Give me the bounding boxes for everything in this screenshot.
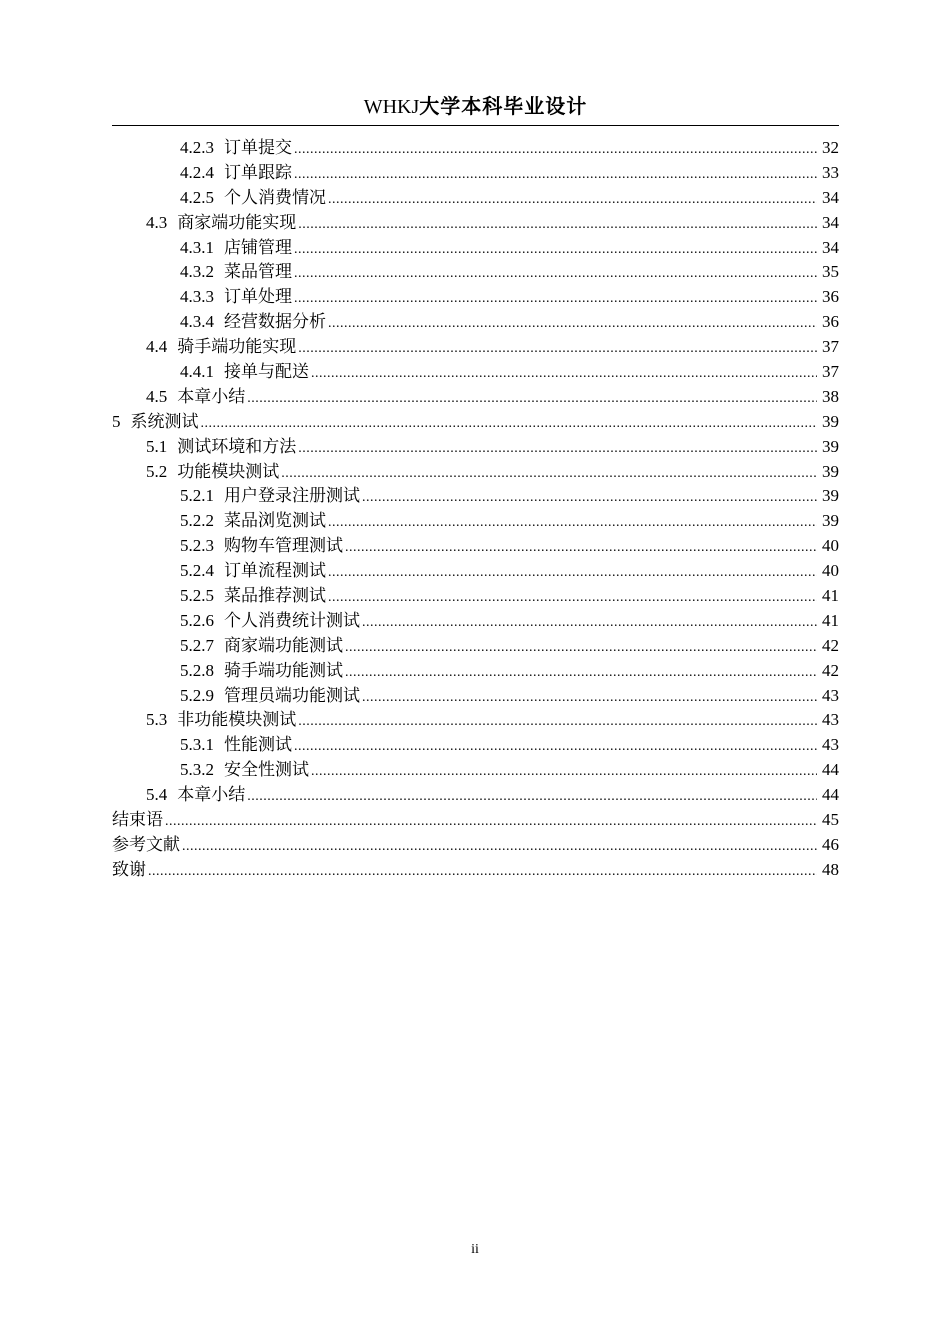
toc-entry[interactable]: [112, 584, 839, 609]
toc-dot-leader: [362, 486, 817, 511]
toc-entry-page: 34: [822, 187, 839, 207]
toc-entry[interactable]: [112, 534, 839, 559]
toc-entry[interactable]: [112, 161, 839, 186]
toc-entry-page: 34: [822, 212, 839, 232]
toc-entry-number: 4.3.4: [180, 312, 214, 332]
toc-entry-page: 39: [822, 486, 839, 506]
toc-dot-leader: [294, 262, 817, 287]
toc-entry[interactable]: [112, 708, 839, 733]
toc-entry-page: 39: [822, 461, 839, 481]
toc-entry-number: 5.2.1: [180, 486, 214, 506]
toc-entry-number: 4.2.5: [180, 187, 214, 207]
toc-entry[interactable]: [112, 310, 839, 335]
toc-entry-number: 5.2.9: [180, 685, 214, 705]
toc-entry[interactable]: [112, 509, 839, 534]
toc-entry-number: 4.5: [146, 386, 168, 406]
toc-entry[interactable]: [112, 684, 839, 709]
toc-dot-leader: [165, 810, 817, 835]
toc-dot-leader: [328, 561, 817, 586]
toc-entry[interactable]: [112, 609, 839, 634]
toc-entry-title: 订单跟踪: [224, 162, 292, 182]
toc-dot-leader: [345, 661, 817, 686]
toc-entry-page: 38: [822, 386, 839, 406]
toc-dot-leader: [328, 312, 817, 337]
toc-entry-page: 43: [822, 710, 839, 730]
toc-dot-leader: [182, 835, 817, 860]
toc-entry[interactable]: [112, 385, 839, 410]
toc-dot-leader: [247, 387, 817, 412]
toc-entry-page: 48: [822, 859, 839, 879]
toc-entry[interactable]: [112, 435, 839, 460]
toc-entry-title: 商家端功能实现: [177, 212, 297, 232]
toc-entry-number: 4.3.2: [180, 262, 214, 282]
toc-entry-title: 店铺管理: [224, 237, 292, 257]
toc-entry-title: 骑手端功能实现: [177, 337, 297, 357]
toc-entry-number: 5.2: [146, 461, 168, 481]
toc-entry-page: 32: [822, 138, 839, 157]
toc-dot-leader: [294, 163, 817, 188]
toc-entry-page: 39: [822, 511, 839, 531]
toc-entry-title: 安全性测试: [224, 760, 309, 780]
toc-dot-leader: [345, 636, 817, 661]
toc-entry-title: 菜品浏览测试: [224, 511, 326, 531]
toc-entry-title: 菜品管理: [224, 262, 292, 282]
toc-entry-number: 4.4.1: [180, 362, 214, 382]
toc-entry[interactable]: [112, 484, 839, 509]
toc-entry-page: 44: [822, 785, 839, 805]
toc-entry-title: 管理员端功能测试: [224, 685, 360, 705]
toc-entry[interactable]: [112, 634, 839, 659]
toc-dot-leader: [298, 213, 817, 238]
toc-entry-title: 非功能模块测试: [177, 710, 297, 730]
toc-entry[interactable]: [112, 285, 839, 310]
toc-entry[interactable]: [112, 783, 839, 808]
toc-entry-title: 功能模块测试: [177, 461, 280, 481]
toc-entry-number: 5.2.7: [180, 635, 214, 655]
toc-entry-page: 43: [822, 735, 839, 755]
toc-entry[interactable]: [112, 335, 839, 360]
toc-entry-title: 购物车管理测试: [224, 536, 343, 556]
toc-dot-leader: [345, 536, 817, 561]
toc-entry-title: 用户登录注册测试: [224, 486, 360, 506]
toc-dot-leader: [298, 710, 817, 735]
toc-entry-title: 骑手端功能测试: [224, 660, 343, 680]
toc-entry-page: 41: [822, 610, 839, 630]
toc-entry-number: 5.3: [146, 710, 168, 730]
toc-dot-leader: [294, 735, 817, 760]
toc-entry-page: 41: [822, 586, 839, 606]
toc-entry-title: 订单流程测试: [224, 561, 326, 581]
toc-dot-leader: [201, 412, 818, 437]
toc-entry-number: 4.2.4: [180, 162, 214, 182]
toc-dot-leader: [281, 462, 817, 487]
toc-entry-title: 菜品推荐测试: [224, 586, 326, 606]
toc-entry-number: 5.4: [146, 785, 168, 805]
table-of-contents: [112, 136, 839, 883]
toc-entry-page: 36: [822, 287, 839, 307]
toc-entry[interactable]: [112, 211, 839, 236]
toc-entry[interactable]: [112, 186, 839, 211]
toc-entry-number: 5: [112, 411, 121, 431]
toc-entry[interactable]: [112, 260, 839, 285]
toc-entry-page: 40: [822, 561, 839, 581]
toc-entry-title: 参考文献: [112, 834, 180, 854]
toc-entry-page: 44: [822, 760, 839, 780]
toc-dot-leader: [311, 760, 817, 785]
toc-entry[interactable]: [112, 559, 839, 584]
toc-entry-title: 结束语: [112, 810, 163, 830]
toc-entry-title: 本章小结: [177, 785, 246, 805]
header-rule: [112, 125, 839, 126]
header-title: 大学本科毕业设计: [419, 94, 588, 118]
toc-entry-page: 37: [822, 337, 839, 357]
toc-entry-page: 35: [822, 262, 839, 282]
header-prefix: WHKJ: [363, 96, 420, 118]
toc-entry-number: 4.4: [146, 337, 168, 357]
toc-dot-leader: [311, 362, 817, 387]
toc-entry-title: 订单处理: [224, 287, 292, 307]
toc-entry-number: 5.2.5: [180, 586, 214, 606]
toc-entry-number: 5.3.1: [180, 735, 214, 755]
toc-entry[interactable]: [112, 460, 839, 485]
toc-entry-number: 5.2.2: [180, 511, 214, 531]
toc-entry-number: 4.2.3: [180, 138, 214, 157]
toc-entry-number: 5.2.4: [180, 561, 214, 581]
toc-entry-title: 系统测试: [130, 411, 199, 431]
toc-entry-number: 5.2.6: [180, 610, 214, 630]
toc-entry[interactable]: [112, 858, 839, 883]
page-number: ii: [471, 1242, 479, 1257]
toc-entry-page: 46: [822, 834, 839, 854]
toc-dot-leader: [298, 337, 817, 362]
toc-entry-number: 4.3.3: [180, 287, 214, 307]
toc-entry-page: 37: [822, 362, 839, 382]
toc-entry-number: 5.2.8: [180, 660, 214, 680]
toc-entry[interactable]: [112, 808, 839, 833]
toc-entry-page: 33: [822, 162, 839, 182]
toc-entry-page: 39: [822, 436, 839, 456]
toc-entry-title: 经营数据分析: [224, 312, 326, 332]
toc-entry-page: 45: [822, 810, 839, 830]
toc-entry-title: 本章小结: [177, 386, 246, 406]
toc-entry-title: 个人消费情况: [224, 187, 326, 207]
toc-dot-leader: [294, 238, 817, 263]
toc-entry[interactable]: [112, 236, 839, 261]
toc-dot-leader: [247, 785, 817, 810]
toc-entry-title: 性能测试: [224, 735, 292, 755]
toc-entry-title: 测试环境和方法: [177, 436, 297, 456]
toc-entry[interactable]: [112, 360, 839, 385]
toc-entry-title: 订单提交: [224, 138, 292, 157]
toc-entry-page: 40: [822, 536, 839, 556]
toc-entry-number: 5.3.2: [180, 760, 214, 780]
toc-dot-leader: [294, 287, 817, 312]
toc-entry-number: 4.3.1: [180, 237, 214, 257]
toc-entry[interactable]: [112, 758, 839, 783]
toc-entry-number: 5.2.3: [180, 536, 214, 556]
toc-entry-title: 接单与配送: [224, 362, 309, 382]
toc-entry-page: 42: [822, 660, 839, 680]
toc-dot-leader: [362, 611, 817, 636]
toc-entry[interactable]: [112, 659, 839, 684]
toc-dot-leader: [328, 511, 817, 536]
toc-entry[interactable]: [112, 833, 839, 858]
toc-entry[interactable]: [112, 410, 839, 435]
page-header: [112, 92, 839, 121]
toc-dot-leader: [328, 586, 817, 611]
toc-dot-leader: [298, 437, 817, 462]
toc-dot-leader: [294, 138, 817, 163]
toc-entry-title: 个人消费统计测试: [224, 610, 360, 630]
toc-entry-number: 4.3: [146, 212, 168, 232]
toc-dot-leader: [362, 686, 817, 711]
toc-entry[interactable]: [112, 733, 839, 758]
toc-entry[interactable]: [112, 136, 839, 161]
toc-entry-page: 39: [822, 411, 839, 431]
toc-entry-page: 43: [822, 685, 839, 705]
toc-entry-title: 致谢: [112, 859, 146, 879]
toc-dot-leader: [148, 860, 817, 885]
toc-entry-page: 36: [822, 312, 839, 332]
toc-dot-leader: [328, 188, 817, 213]
toc-entry-number: 5.1: [146, 436, 168, 456]
toc-entry-page: 42: [822, 635, 839, 655]
toc-entry-page: 34: [822, 237, 839, 257]
toc-entry-title: 商家端功能测试: [224, 635, 343, 655]
